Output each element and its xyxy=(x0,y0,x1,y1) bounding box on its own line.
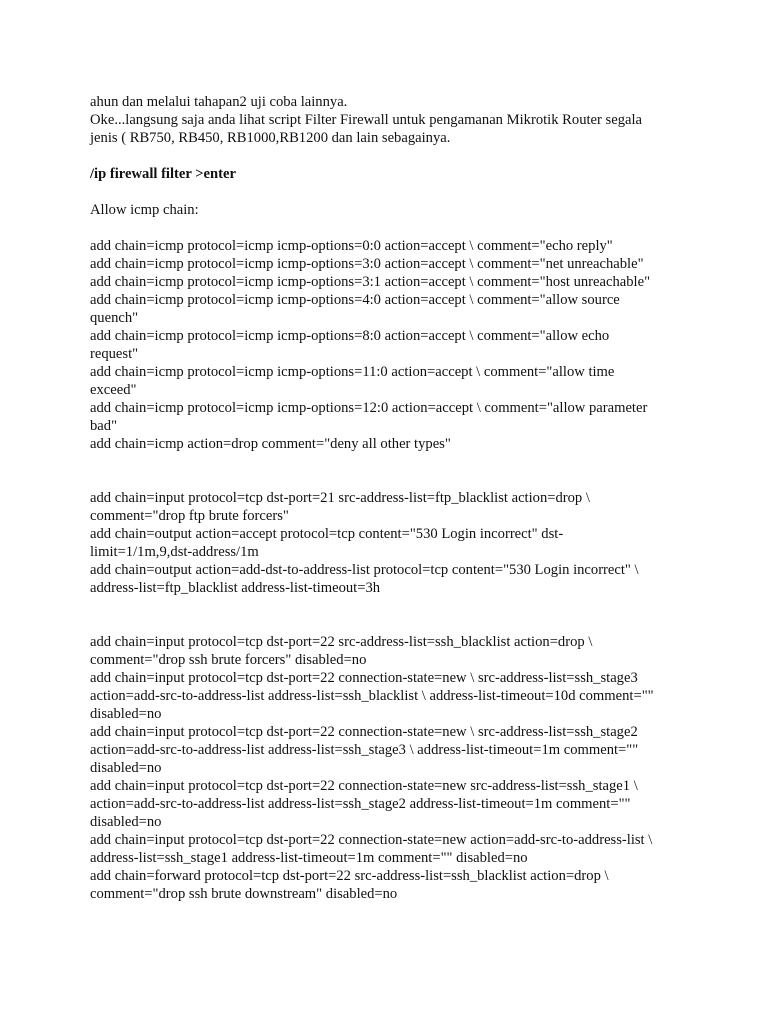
text-line: add chain=input protocol=tcp dst-port=22 src-address-list=ssh_blacklist action=drop \ xyxy=(90,634,593,650)
text-line: add chain=input protocol=tcp dst-port=22 connection-state=new \ src-address-list=ssh_stage2 xyxy=(90,724,638,740)
text-line: add chain=icmp protocol=icmp icmp-options=0:0 action=accept \ comment="echo reply" xyxy=(90,238,613,254)
blank-line xyxy=(90,183,690,201)
text-line: action=add-src-to-address-list address-list=ssh_stage2 address-list-timeout=1m comment="" xyxy=(90,796,631,812)
text-line: add chain=output action=accept protocol=tcp content="530 Login incorrect" dst- xyxy=(90,526,564,542)
blank-line xyxy=(90,219,690,237)
text-line: exceed" xyxy=(90,382,137,398)
text-line: add chain=icmp protocol=icmp icmp-options=12:0 action=accept \ comment="allow parameter xyxy=(90,400,648,416)
heading-line: /ip firewall filter >enter xyxy=(90,166,236,182)
text-line: add chain=forward protocol=tcp dst-port=22 src-address-list=ssh_blacklist action=drop \ xyxy=(90,868,609,884)
text-line: disabled=no xyxy=(90,706,162,722)
text-line: request" xyxy=(90,346,139,362)
blank-line xyxy=(90,453,690,471)
text-line: comment="drop ftp brute forcers" xyxy=(90,508,289,524)
blank-line xyxy=(90,597,690,615)
text-line: comment="drop ssh brute downstream" disabled=no xyxy=(90,886,398,902)
text-line: disabled=no xyxy=(90,814,162,830)
text-line: disabled=no xyxy=(90,760,162,776)
text-line: add chain=icmp protocol=icmp icmp-options=3:1 action=accept \ comment="host unreachable" xyxy=(90,274,651,290)
text-line: add chain=icmp action=drop comment="deny all other types" xyxy=(90,436,451,452)
text-line: add chain=input protocol=tcp dst-port=22 connection-state=new \ src-address-list=ssh_stage3 xyxy=(90,670,638,686)
blank-line xyxy=(90,471,690,489)
text-line: add chain=input protocol=tcp dst-port=21 src-address-list=ftp_blacklist action=drop \ xyxy=(90,490,590,506)
text-line: Allow icmp chain: xyxy=(90,202,199,218)
text-line: action=add-src-to-address-list address-list=ssh_stage3 \ address-list-timeout=1m comment="" xyxy=(90,742,639,758)
text-line: quench" xyxy=(90,310,139,326)
text-line: add chain=icmp protocol=icmp icmp-options=3:0 action=accept \ comment="net unreachable" xyxy=(90,256,644,272)
text-line: address-list=ftp_blacklist address-list-timeout=3h xyxy=(90,580,381,596)
blank-line xyxy=(90,147,690,165)
text-line: Oke...langsung saja anda lihat script Filter Firewall untuk pengamanan Mikrotik Router segala xyxy=(90,112,642,128)
text-line: ahun dan melalui tahapan2 uji coba lainnya. xyxy=(90,94,348,110)
text-line: action=add-src-to-address-list address-list=ssh_blacklist \ address-list-timeout=10d comment="" xyxy=(90,688,654,704)
text-line: add chain=icmp protocol=icmp icmp-options=4:0 action=accept \ comment="allow source xyxy=(90,292,620,308)
text-line: add chain=icmp protocol=icmp icmp-options=11:0 action=accept \ comment="allow time xyxy=(90,364,615,380)
document-body xyxy=(90,93,690,903)
text-line: address-list=ssh_stage1 address-list-timeout=1m comment="" disabled=no xyxy=(90,850,528,866)
blank-line xyxy=(90,615,690,633)
text-line: add chain=icmp protocol=icmp icmp-options=8:0 action=accept \ comment="allow echo xyxy=(90,328,610,344)
text-line: bad" xyxy=(90,418,118,434)
text-line: limit=1/1m,9,dst-address/1m xyxy=(90,544,259,560)
text-line: comment="drop ssh brute forcers" disabled=no xyxy=(90,652,367,668)
text-line: add chain=input protocol=tcp dst-port=22 connection-state=new src-address-list=ssh_stage1 \ xyxy=(90,778,638,794)
text-line: add chain=output action=add-dst-to-address-list protocol=tcp content="530 Login incorrect" \ xyxy=(90,562,639,578)
text-line: add chain=input protocol=tcp dst-port=22 connection-state=new action=add-src-to-address-list \ xyxy=(90,832,653,848)
text-line: jenis ( RB750, RB450, RB1000,RB1200 dan lain sebagainya. xyxy=(90,130,451,146)
